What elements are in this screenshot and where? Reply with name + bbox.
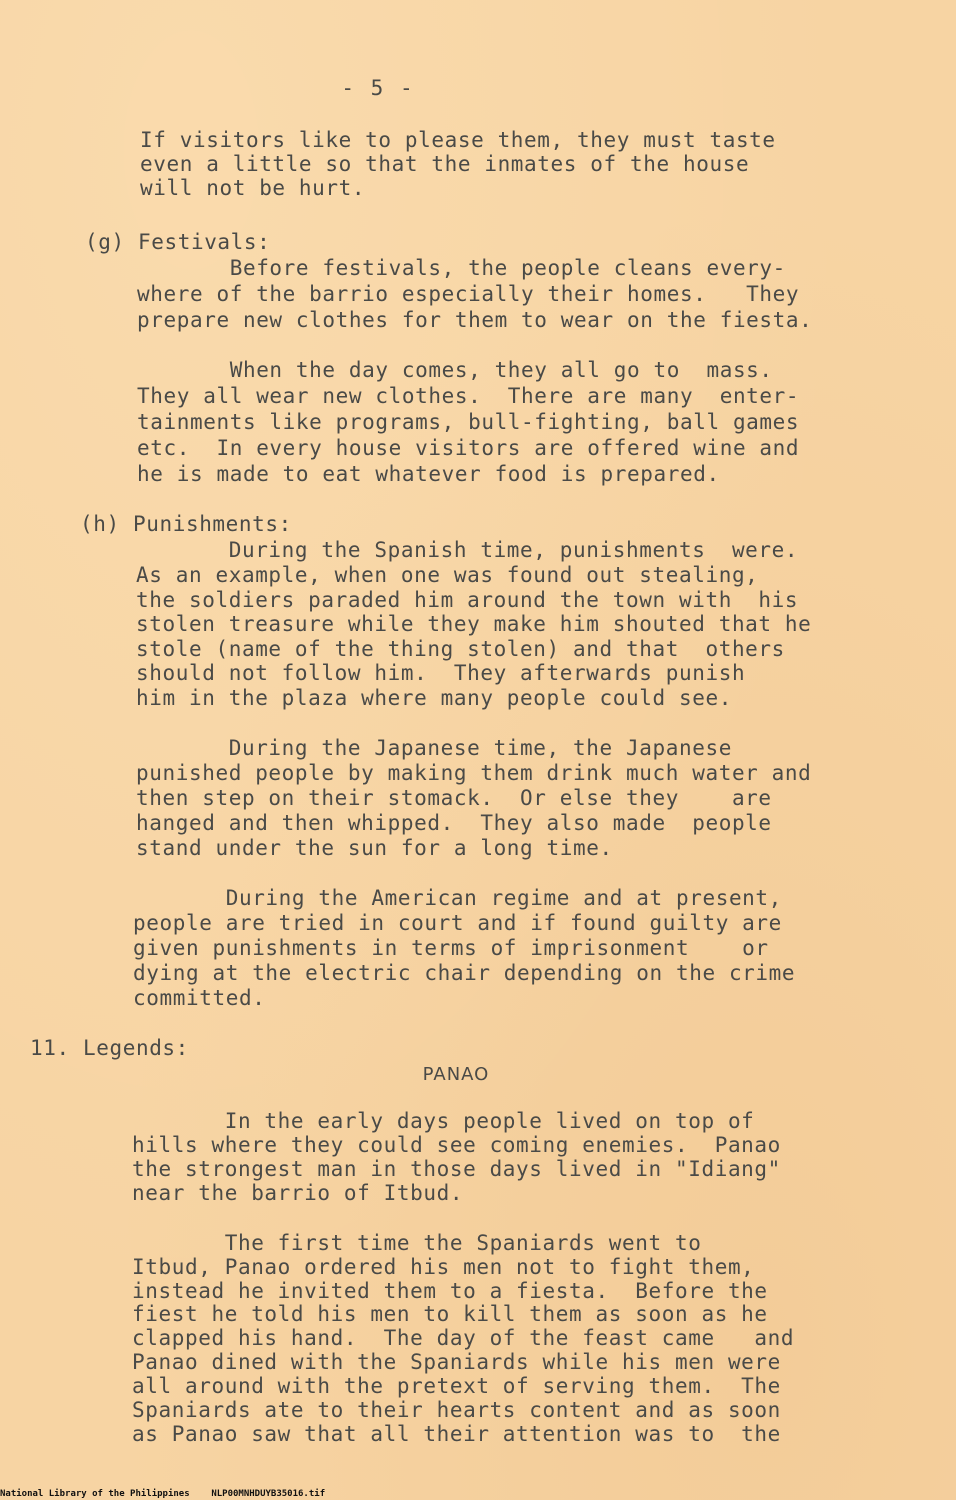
text-line: etc. In every house visitors are offered wine and: [137, 436, 800, 460]
text-line: near the barrio of Itbud.: [132, 1181, 464, 1205]
text-line: stolen treasure while they make him shouted that he: [136, 612, 812, 636]
text-line: him in the plaza where many people could see.: [136, 686, 732, 710]
text-line: hanged and then whipped. They also made people: [136, 811, 772, 835]
text-line: prepare new clothes for them to wear on the fiesta.: [137, 308, 813, 332]
text-line: instead he invited them to a fiesta. Before the: [132, 1279, 768, 1303]
text-line: Panao dined with the Spaniards while his men were: [132, 1350, 781, 1374]
text-line: where of the barrio especially their homes. They: [137, 282, 800, 306]
text-line: should not follow him. They afterwards punish: [136, 661, 746, 685]
text-line: Spaniards ate to their hearts content and as soon: [132, 1398, 781, 1422]
text-line: dying at the electric chair depending on the crime: [133, 961, 796, 985]
text-line: Before festivals, the people cleans every-: [137, 256, 786, 280]
text-line: hills where they could see coming enemies. Panao: [132, 1133, 781, 1157]
text-line: stand under the sun for a long time.: [136, 836, 613, 860]
text-line: stole (name of the thing stolen) and that others: [136, 637, 785, 661]
text-line: then step on their stomack. Or else they are: [136, 786, 772, 810]
section-heading: (g) Festivals:: [85, 230, 271, 254]
text-line: the soldiers paraded him around the town with his: [136, 588, 799, 612]
text-line: he is made to eat whatever food is prepared.: [137, 462, 720, 486]
text-line: During the Japanese time, the Japanese: [136, 736, 732, 760]
text-line: given punishments in terms of imprisonment or: [133, 936, 769, 960]
text-line: Itbud, Panao ordered his men not to fight them,: [132, 1255, 755, 1279]
text-line: people are tried in court and if found guilty are: [133, 911, 782, 935]
text-line: all around with the pretext of serving them. The: [132, 1374, 781, 1398]
text-line: In the early days people lived on top of: [132, 1109, 755, 1133]
scan-footer-label: National Library of the Philippines NLP00MNHDUYB35016.tif: [0, 1489, 326, 1499]
text-line: If visitors like to please them, they must taste: [140, 128, 776, 152]
text-line: During the Spanish time, punishments were.: [136, 538, 799, 562]
text-line: even a little so that the inmates of the house: [140, 152, 750, 176]
section-heading: 11. Legends:: [30, 1036, 189, 1060]
text-line: The first time the Spaniards went to: [132, 1231, 702, 1255]
text-line: will not be hurt.: [140, 176, 366, 200]
text-line: When the day comes, they all go to mass.: [137, 358, 773, 382]
text-line: As an example, when one was found out stealing,: [136, 563, 759, 587]
text-line: the strongest man in those days lived in "Idiang": [132, 1157, 781, 1181]
text-line: committed.: [133, 986, 266, 1010]
text-line: punished people by making them drink much water and: [136, 761, 812, 785]
text-line: They all wear new clothes. There are many enter-: [137, 384, 800, 408]
text-line: as Panao saw that all their attention was to the: [132, 1422, 781, 1446]
text-line: clapped his hand. The day of the feast came and: [132, 1326, 795, 1350]
section-heading: (h) Punishments:: [80, 512, 292, 536]
text-line: During the American regime and at present,: [133, 886, 782, 910]
page-number: - 5 -: [341, 76, 415, 100]
text-line: tainments like programs, bull-fighting, ball games: [137, 410, 800, 434]
legend-title: PANAO: [422, 1064, 490, 1085]
text-line: fiest he told his men to kill them as soon as he: [132, 1302, 768, 1326]
